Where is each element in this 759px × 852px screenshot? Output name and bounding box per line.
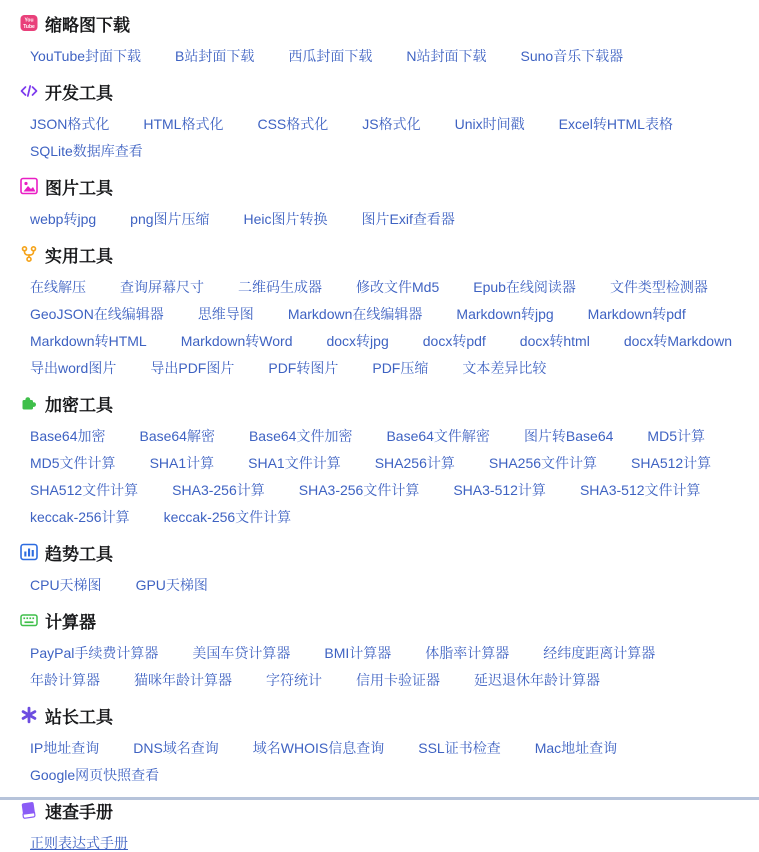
- tool-link[interactable]: 思维导图: [197, 306, 254, 322]
- tool-link[interactable]: 西瓜封面下载: [288, 48, 373, 64]
- section-header: [20, 80, 751, 102]
- keyboard-icon: [20, 611, 38, 629]
- tool-link[interactable]: YouTube封面下载: [30, 48, 142, 64]
- section-header: [20, 541, 751, 563]
- tool-link[interactable]: JSON格式化: [30, 116, 110, 132]
- section-links: [20, 210, 751, 228]
- section-links: [20, 739, 751, 784]
- tool-link[interactable]: 修改文件Md5: [356, 279, 440, 295]
- tool-link[interactable]: N站封面下载: [406, 48, 487, 64]
- tool-link[interactable]: Markdown转HTML: [30, 333, 147, 349]
- tool-link[interactable]: MD5文件计算: [30, 455, 116, 471]
- tool-link[interactable]: 在线解压: [30, 279, 86, 295]
- tool-link[interactable]: keccak-256文件计算: [163, 509, 292, 525]
- section-header: [20, 704, 751, 726]
- section-thumbnail-download: [20, 12, 751, 65]
- section-title: 开发工具: [45, 83, 113, 103]
- tool-link[interactable]: SHA3-256计算: [172, 482, 265, 498]
- tool-link[interactable]: png图片压缩: [130, 211, 210, 227]
- tool-link[interactable]: 二维码生成器: [238, 279, 322, 295]
- section-title: 站长工具: [45, 707, 113, 727]
- section-title: 缩略图下载: [45, 15, 130, 35]
- section-links: [20, 576, 751, 594]
- tool-link[interactable]: MD5计算: [647, 428, 705, 444]
- section-links: [20, 427, 751, 526]
- tool-link[interactable]: CSS格式化: [257, 116, 329, 132]
- section-dev-tools: [20, 80, 751, 160]
- tool-link[interactable]: 信用卡验证器: [356, 672, 440, 688]
- tool-link[interactable]: 图片转Base64: [523, 428, 614, 444]
- tool-link[interactable]: 美国车贷计算器: [192, 645, 291, 661]
- tool-link[interactable]: Unix时间戳: [454, 116, 525, 132]
- section-links: [20, 278, 751, 377]
- tool-link[interactable]: BMI计算器: [324, 645, 392, 661]
- tool-link[interactable]: SHA3-256文件计算: [298, 482, 420, 498]
- section-title: 图片工具: [45, 178, 113, 198]
- tool-link[interactable]: Base64加密: [30, 428, 106, 444]
- tool-link[interactable]: docx转pdf: [422, 333, 486, 349]
- tool-link[interactable]: Markdown转Word: [180, 333, 293, 349]
- tool-link[interactable]: HTML格式化: [143, 116, 224, 132]
- tool-link[interactable]: 域名WHOIS信息查询: [252, 740, 385, 756]
- tool-link[interactable]: Heic图片转换: [243, 211, 328, 227]
- section-header: [20, 243, 751, 265]
- tool-link[interactable]: 字符统计: [266, 672, 322, 688]
- tool-link[interactable]: SHA512文件计算: [30, 482, 139, 498]
- section-quick-reference: [20, 799, 751, 852]
- tool-link[interactable]: JS格式化: [362, 116, 421, 132]
- tool-link[interactable]: SHA3-512文件计算: [579, 482, 701, 498]
- tool-link[interactable]: 年龄计算器: [30, 672, 100, 688]
- tool-link[interactable]: Base64解密: [139, 428, 215, 444]
- tool-link[interactable]: 正则表达式手册: [30, 835, 128, 851]
- tool-link[interactable]: SHA512计算: [631, 455, 712, 471]
- section-header: [20, 175, 751, 197]
- puzzle-icon: [20, 394, 38, 412]
- tool-link[interactable]: Excel转HTML表格: [558, 116, 673, 132]
- tool-link[interactable]: GeoJSON在线编辑器: [30, 306, 164, 322]
- section-header: [20, 12, 751, 34]
- tool-link[interactable]: keccak-256计算: [30, 509, 130, 525]
- tool-link[interactable]: GPU天梯图: [135, 577, 208, 593]
- tool-link[interactable]: PDF压缩: [372, 360, 429, 376]
- tool-link[interactable]: SQLite数据库查看: [30, 143, 143, 159]
- section-title: 加密工具: [45, 395, 113, 415]
- section-title: 实用工具: [45, 246, 113, 266]
- section-webmaster-tools: [20, 704, 751, 784]
- section-title: 趋势工具: [45, 544, 113, 564]
- section-links: [20, 834, 751, 852]
- tool-link[interactable]: IP地址查询: [30, 740, 100, 756]
- section-utility-tools: [20, 243, 751, 377]
- code-icon: [20, 82, 38, 100]
- tool-link[interactable]: webp转jpg: [30, 211, 97, 227]
- section-header: [20, 392, 751, 414]
- section-calculators: [20, 609, 751, 689]
- tool-link[interactable]: PDF转图片: [268, 360, 339, 376]
- section-links: [20, 47, 751, 65]
- tool-link[interactable]: docx转Markdown: [623, 333, 732, 349]
- tool-link[interactable]: B站封面下载: [175, 48, 255, 64]
- section-header: [20, 609, 751, 631]
- tool-link[interactable]: Epub在线阅读器: [473, 279, 576, 295]
- tool-link[interactable]: Base64文件加密: [248, 428, 353, 444]
- section-crypto-tools: [20, 392, 751, 526]
- chart-icon: [20, 543, 38, 561]
- tool-link[interactable]: SHA256文件计算: [488, 455, 598, 471]
- tool-link[interactable]: PayPal手续费计算器: [30, 645, 159, 661]
- section-image-tools: [20, 175, 751, 228]
- tool-link[interactable]: Suno音乐下载器: [520, 48, 624, 64]
- tool-link[interactable]: 查询屏幕尺寸: [120, 279, 204, 295]
- tool-link[interactable]: Markdown在线编辑器: [287, 306, 423, 322]
- tool-link[interactable]: Markdown转jpg: [456, 306, 554, 322]
- tool-link[interactable]: SHA1文件计算: [248, 455, 341, 471]
- tool-link[interactable]: SHA256计算: [374, 455, 455, 471]
- tool-link[interactable]: 体脂率计算器: [425, 645, 510, 661]
- tool-link[interactable]: 经纬度距离计算器: [543, 645, 656, 661]
- youtube-icon: [20, 14, 38, 32]
- tool-link[interactable]: 文本差异比较: [462, 360, 547, 376]
- tool-link[interactable]: 猫咪年龄计算器: [134, 672, 232, 688]
- tool-link[interactable]: SHA1计算: [149, 455, 215, 471]
- tool-link[interactable]: DNS域名查询: [133, 740, 219, 756]
- section-links: [20, 644, 751, 689]
- tool-link[interactable]: 导出word图片: [30, 360, 117, 376]
- image-icon: [20, 177, 38, 195]
- section-title: 速查手册: [45, 802, 113, 822]
- tool-link[interactable]: 导出PDF图片: [150, 360, 235, 376]
- tool-link[interactable]: CPU天梯图: [30, 577, 102, 593]
- section-header: [20, 799, 751, 821]
- tool-link[interactable]: 延迟退休年龄计算器: [474, 672, 600, 688]
- section-links: [20, 115, 751, 160]
- tool-link[interactable]: 图片Exif查看器: [361, 211, 455, 227]
- tool-link[interactable]: 文件类型检测器: [609, 279, 708, 295]
- branch-icon: [20, 245, 38, 263]
- tool-link[interactable]: Markdown转pdf: [587, 306, 686, 322]
- section-title: 计算器: [45, 612, 96, 632]
- tool-link[interactable]: Base64文件解密: [386, 428, 490, 444]
- svg-text:You: You: [24, 17, 34, 24]
- asterisk-icon: [20, 706, 38, 724]
- section-trend-tools: [20, 541, 751, 594]
- svg-text:Tube: Tube: [23, 24, 35, 30]
- tool-link[interactable]: Mac地址查询: [534, 740, 618, 756]
- book-icon: [20, 801, 38, 819]
- tool-link[interactable]: Google网页快照查看: [30, 767, 160, 783]
- tool-link[interactable]: SHA3-512计算: [453, 482, 546, 498]
- tool-link[interactable]: docx转jpg: [326, 333, 389, 349]
- tool-link[interactable]: SSL证书检查: [418, 740, 501, 756]
- tool-link[interactable]: docx转html: [519, 333, 590, 349]
